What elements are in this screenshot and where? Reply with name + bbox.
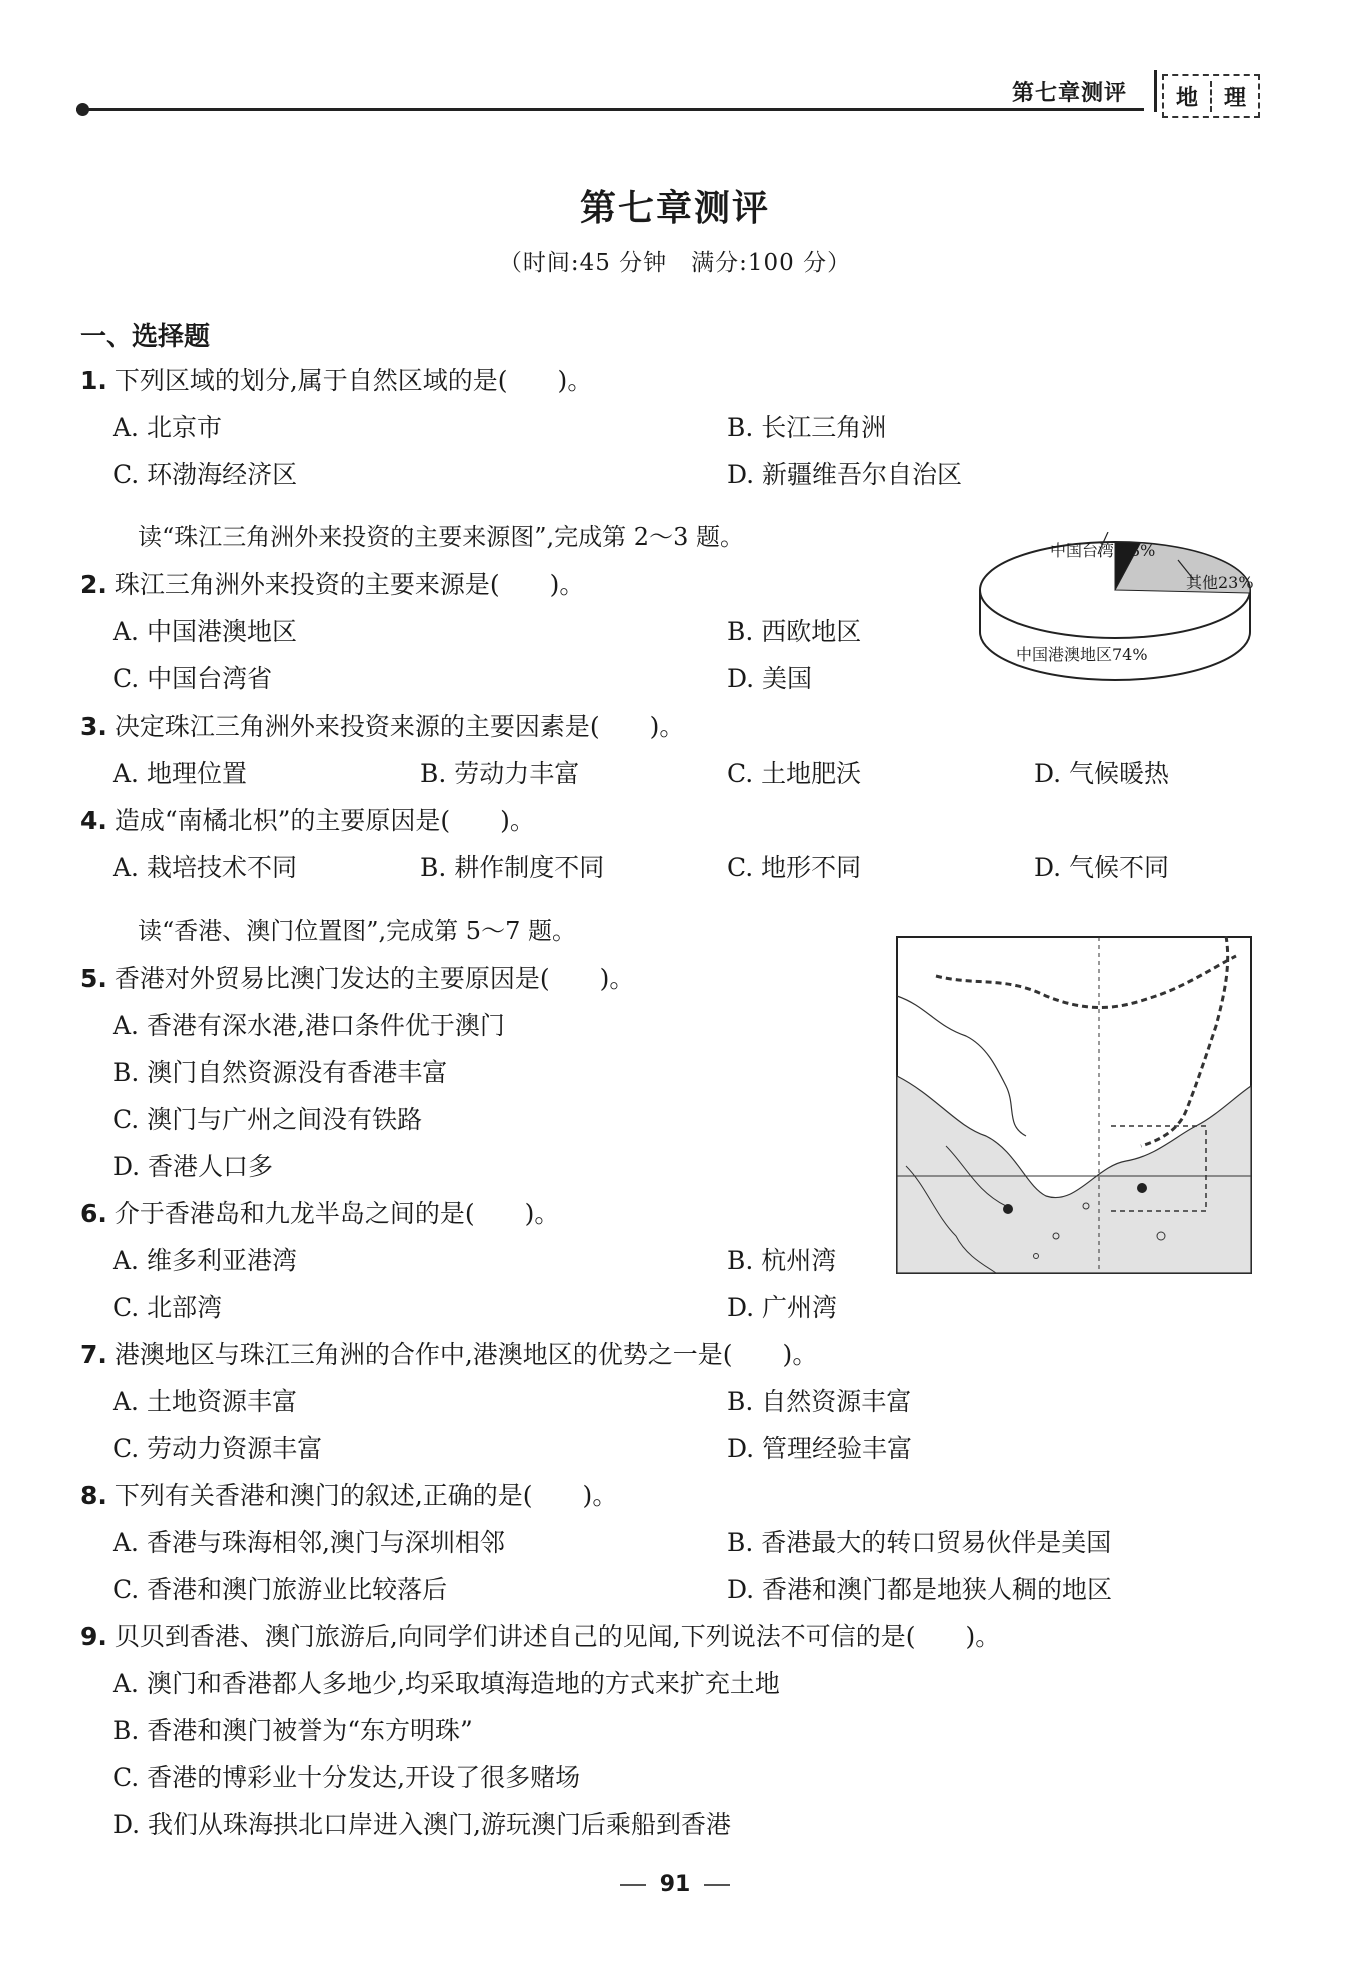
footer-dash	[704, 1884, 730, 1886]
question-stem: 香港对外贸易比澳门发达的主要原因是( )。	[114, 964, 635, 993]
header-rule	[76, 108, 1144, 111]
option-a: A. 香港与珠海相邻,澳门与深圳相邻	[113, 1528, 505, 1557]
option-c: C. 地形不同	[727, 853, 862, 882]
question-5	[80, 962, 634, 996]
question-7	[80, 1338, 817, 1372]
option-c: C. 环渤海经济区	[113, 460, 298, 489]
option-a: A. 维多利亚港湾	[113, 1246, 297, 1275]
question-9	[80, 1620, 1000, 1654]
reading-note: 读“珠江三角洲外来投资的主要来源图”,完成第 2～3 题。	[138, 523, 744, 551]
question-number: 9.	[80, 1622, 107, 1651]
question-number: 4.	[80, 806, 107, 835]
subject-char-2: 理	[1210, 81, 1258, 112]
pie-label-hkmacao: 中国港澳地区74%	[1016, 645, 1148, 664]
question-stem: 珠江三角洲外来投资的主要来源是( )。	[114, 570, 585, 599]
option-b: B. 劳动力丰富	[420, 759, 580, 788]
question-stem: 造成“南橘北枳”的主要原因是( )。	[114, 806, 535, 835]
option-c: C. 澳门与广州之间没有铁路	[113, 1105, 423, 1134]
question-stem: 贝贝到香港、澳门旅游后,向同学们讲述自己的见闻,下列说法不可信的是( )。	[114, 1622, 1001, 1651]
question-number: 3.	[80, 712, 107, 741]
question-number: 7.	[80, 1340, 107, 1369]
running-header-chapter: 第七章测评	[1012, 81, 1128, 106]
option-b: B. 长江三角洲	[727, 413, 887, 442]
option-a: A. 北京市	[113, 413, 222, 442]
option-b: B. 自然资源丰富	[727, 1387, 912, 1416]
option-d: D. 气候暖热	[1034, 759, 1170, 788]
question-1	[80, 364, 592, 398]
question-stem: 下列有关香港和澳门的叙述,正确的是( )。	[114, 1481, 618, 1510]
question-3	[80, 710, 684, 744]
option-b: B. 西欧地区	[727, 617, 862, 646]
option-c: C. 香港的博彩业十分发达,开设了很多赌场	[113, 1763, 581, 1792]
macao-marker	[1003, 1204, 1013, 1214]
option-c: C. 香港和澳门旅游业比较落后	[113, 1575, 448, 1604]
option-a: A. 香港有深水港,港口条件优于澳门	[113, 1011, 505, 1040]
option-c: C. 北部湾	[113, 1293, 223, 1322]
option-c: C. 中国台湾省	[113, 664, 273, 693]
option-a: A. 澳门和香港都人多地少,均采取填海造地的方式来扩充土地	[113, 1669, 780, 1698]
option-a: A. 栽培技术不同	[113, 853, 297, 882]
page-number: 91	[659, 1872, 691, 1897]
option-a: A. 中国港澳地区	[113, 617, 297, 646]
question-number: 1.	[80, 366, 107, 395]
pie-label-other: 其他23%	[1186, 573, 1254, 592]
pie-label-taiwan: 中国台湾省3%	[1050, 541, 1156, 560]
option-b: B. 香港和澳门被誉为“东方明珠”	[113, 1716, 473, 1745]
option-d: D. 香港和澳门都是地狭人稠的地区	[727, 1575, 1113, 1604]
question-2	[80, 568, 584, 602]
question-stem: 介于香港岛和九龙半岛之间的是( )。	[114, 1199, 560, 1228]
option-d: D. 管理经验丰富	[727, 1434, 913, 1463]
exam-time-info: （时间:45 分钟 满分:100 分）	[498, 250, 852, 276]
question-6	[80, 1197, 559, 1231]
option-b: B. 香港最大的转口贸易伙伴是美国	[727, 1528, 1112, 1557]
option-a: A. 土地资源丰富	[113, 1387, 297, 1416]
option-b: B. 杭州湾	[727, 1246, 837, 1275]
subject-char-1: 地	[1175, 85, 1198, 111]
option-c: C. 劳动力资源丰富	[113, 1434, 323, 1463]
page-title: 第七章测评	[579, 188, 770, 229]
question-stem: 决定珠江三角洲外来投资来源的主要因素是( )。	[114, 712, 685, 741]
question-number: 2.	[80, 570, 107, 599]
question-8	[80, 1479, 617, 1513]
question-stem: 港澳地区与珠江三角洲的合作中,港澳地区的优势之一是( )。	[114, 1340, 818, 1369]
question-number: 8.	[80, 1481, 107, 1510]
page-footer	[0, 1872, 1350, 1897]
header-divider	[1154, 70, 1157, 112]
hongkong-marker	[1137, 1183, 1147, 1193]
footer-dash	[620, 1884, 646, 1886]
option-d: D. 美国	[727, 664, 813, 693]
reading-note: 读“香港、澳门位置图”,完成第 5～7 题。	[138, 917, 576, 945]
option-b: B. 澳门自然资源没有香港丰富	[113, 1058, 448, 1087]
hongkong-macao-location-map	[896, 936, 1252, 1274]
option-d: D. 广州湾	[727, 1293, 838, 1322]
option-d: D. 我们从珠海拱北口岸进入澳门,游玩澳门后乘船到香港	[113, 1810, 731, 1839]
option-a: A. 地理位置	[113, 759, 247, 788]
option-b: B. 耕作制度不同	[420, 853, 605, 882]
option-d: D. 新疆维吾尔自治区	[727, 460, 963, 489]
option-c: C. 土地肥沃	[727, 759, 862, 788]
question-number: 6.	[80, 1199, 107, 1228]
question-number: 5.	[80, 964, 107, 993]
subject-tag	[1162, 74, 1260, 118]
question-4	[80, 804, 535, 838]
option-d: D. 香港人口多	[113, 1152, 274, 1181]
option-d: D. 气候不同	[1034, 853, 1170, 882]
question-stem: 下列区域的划分,属于自然区域的是( )。	[114, 366, 593, 395]
section-heading: 一、选择题	[80, 322, 211, 352]
